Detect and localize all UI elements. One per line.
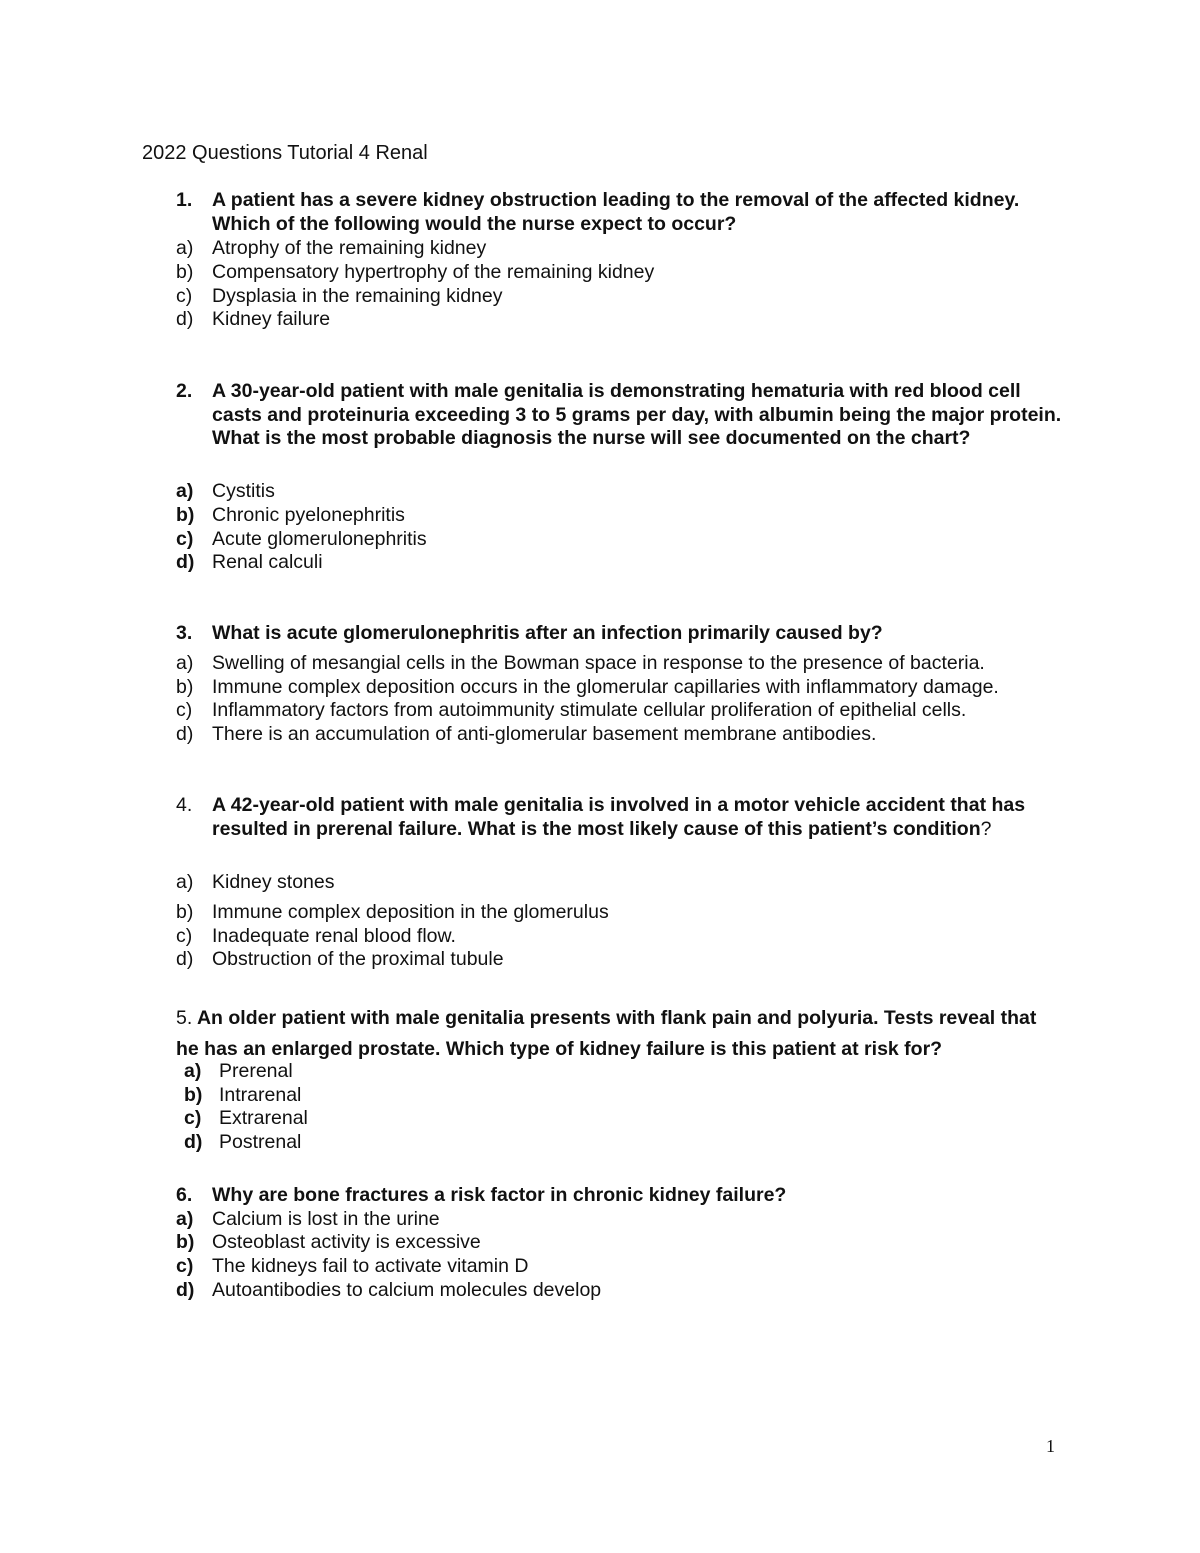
answer-option bbox=[0, 503, 1200, 527]
question-stem bbox=[212, 794, 1067, 841]
answer-option bbox=[0, 236, 1200, 260]
option-letter: a) bbox=[176, 652, 194, 674]
question-stem: A 30-year-old patient with male genitalia is demonstrating hematuria with red blood cell casts and proteinuria exceeding 3 to 5 grams per day, with albumin being the major protein. What is the most probable diagnosis the nurse will see documented on the chart? bbox=[212, 380, 1062, 450]
option-text: Intrarenal bbox=[219, 1084, 302, 1106]
option-text: Cystitis bbox=[212, 480, 275, 502]
option-letter: b) bbox=[176, 901, 194, 923]
option-text: Immune complex deposition in the glomerulus bbox=[212, 901, 609, 923]
option-text: Postrenal bbox=[219, 1131, 302, 1153]
question-number: 4. bbox=[176, 794, 193, 816]
option-letter: b) bbox=[176, 676, 194, 698]
option-text: Calcium is lost in the urine bbox=[212, 1208, 440, 1230]
answer-option bbox=[0, 947, 1200, 971]
option-text: Prerenal bbox=[219, 1060, 293, 1082]
question-stem-end: ? bbox=[980, 817, 992, 840]
answer-option bbox=[0, 1130, 1200, 1154]
option-letter: c) bbox=[176, 528, 194, 550]
option-letter: c) bbox=[176, 699, 193, 721]
question-stem: Why are bone fractures a risk factor in chronic kidney failure? bbox=[212, 1184, 787, 1206]
answer-option bbox=[0, 550, 1200, 574]
option-text: Dysplasia in the remaining kidney bbox=[212, 285, 503, 307]
option-text: Autoantibodies to calcium molecules develop bbox=[212, 1279, 602, 1301]
option-text: Immune complex deposition occurs in the glomerular capillaries with inflammatory damage. bbox=[212, 676, 999, 698]
option-text: Renal calculi bbox=[212, 551, 323, 573]
option-letter: a) bbox=[184, 1060, 202, 1082]
option-letter: d) bbox=[176, 948, 194, 970]
question-number: 1. bbox=[176, 189, 193, 211]
option-letter: d) bbox=[176, 723, 194, 745]
option-text: Swelling of mesangial cells in the Bowman space in response to the presence of bacteria. bbox=[212, 652, 985, 674]
option-text: Kidney stones bbox=[212, 871, 335, 893]
question-stem: A patient has a severe kidney obstruction leading to the removal of the affected kidney. Which of the following would the nurse expect to occur? bbox=[212, 189, 1020, 235]
option-text: Compensatory hypertrophy of the remaining kidney bbox=[212, 261, 655, 283]
page-number: 1 bbox=[1046, 1436, 1055, 1456]
option-letter: d) bbox=[176, 1279, 195, 1301]
answer-option bbox=[0, 1106, 1200, 1130]
option-letter: b) bbox=[184, 1084, 203, 1106]
option-letter: d) bbox=[176, 308, 194, 330]
option-letter: b) bbox=[176, 1231, 195, 1253]
option-letter: c) bbox=[176, 285, 193, 307]
answer-option bbox=[0, 900, 1200, 924]
answer-option bbox=[0, 722, 1200, 746]
option-letter: c) bbox=[176, 1255, 194, 1277]
document-title: 2022 Questions Tutorial 4 Renal bbox=[142, 142, 428, 164]
option-letter: b) bbox=[176, 261, 194, 283]
option-text: Inadequate renal blood flow. bbox=[212, 925, 456, 947]
option-text: Kidney failure bbox=[212, 308, 331, 330]
option-text: Atrophy of the remaining kidney bbox=[212, 237, 487, 259]
answer-option bbox=[0, 698, 1200, 722]
option-letter: d) bbox=[184, 1131, 203, 1153]
option-text: Inflammatory factors from autoimmunity stimulate cellular proliferation of epithelial cells. bbox=[212, 699, 967, 721]
option-text: Chronic pyelonephritis bbox=[212, 504, 405, 526]
option-text: The kidneys fail to activate vitamin D bbox=[212, 1255, 529, 1277]
option-text: Acute glomerulonephritis bbox=[212, 528, 427, 550]
option-letter: b) bbox=[176, 504, 195, 526]
answer-option bbox=[0, 284, 1200, 308]
answer-option bbox=[0, 675, 1200, 699]
answer-option bbox=[0, 1207, 1200, 1231]
option-letter: a) bbox=[176, 871, 194, 893]
answer-option bbox=[0, 651, 1200, 675]
answer-option bbox=[0, 924, 1200, 948]
question-stem bbox=[176, 1003, 1056, 1065]
answer-option bbox=[0, 870, 1200, 894]
question-number: 5. bbox=[176, 1007, 193, 1029]
option-text: Extrarenal bbox=[219, 1107, 308, 1129]
option-letter: a) bbox=[176, 237, 194, 259]
question-number: 6. bbox=[176, 1184, 193, 1206]
answer-option bbox=[0, 1083, 1200, 1107]
option-letter: a) bbox=[176, 1208, 194, 1230]
question-stem: What is acute glomerulonephritis after an infection primarily caused by? bbox=[212, 622, 883, 644]
answer-option bbox=[0, 527, 1200, 551]
option-text: Osteoblast activity is excessive bbox=[212, 1231, 481, 1253]
question-stem-text: A 42-year-old patient with male genitalia is involved in a motor vehicle accident that has resulted in prerenal failure. What is the most likely cause of this patient’s condition bbox=[212, 794, 1026, 840]
option-letter: a) bbox=[176, 480, 194, 502]
answer-option bbox=[0, 1254, 1200, 1278]
answer-option bbox=[0, 479, 1200, 503]
answer-option bbox=[0, 260, 1200, 284]
answer-option bbox=[0, 1059, 1200, 1083]
option-letter: c) bbox=[184, 1107, 202, 1129]
option-text: Obstruction of the proximal tubule bbox=[212, 948, 504, 970]
answer-option bbox=[0, 1278, 1200, 1302]
option-letter: c) bbox=[176, 925, 193, 947]
answer-option bbox=[0, 1230, 1200, 1254]
answer-option bbox=[0, 307, 1200, 331]
option-letter: d) bbox=[176, 551, 195, 573]
question-stem-text: An older patient with male genitalia presents with flank pain and polyuria. Tests reveal that he has an enlarged prostate. Which type of kidney failure is this patient at risk for? bbox=[176, 1007, 1037, 1060]
question-number: 3. bbox=[176, 622, 193, 644]
question-number: 2. bbox=[176, 380, 193, 402]
option-text: There is an accumulation of anti-glomerular basement membrane antibodies. bbox=[212, 723, 877, 745]
